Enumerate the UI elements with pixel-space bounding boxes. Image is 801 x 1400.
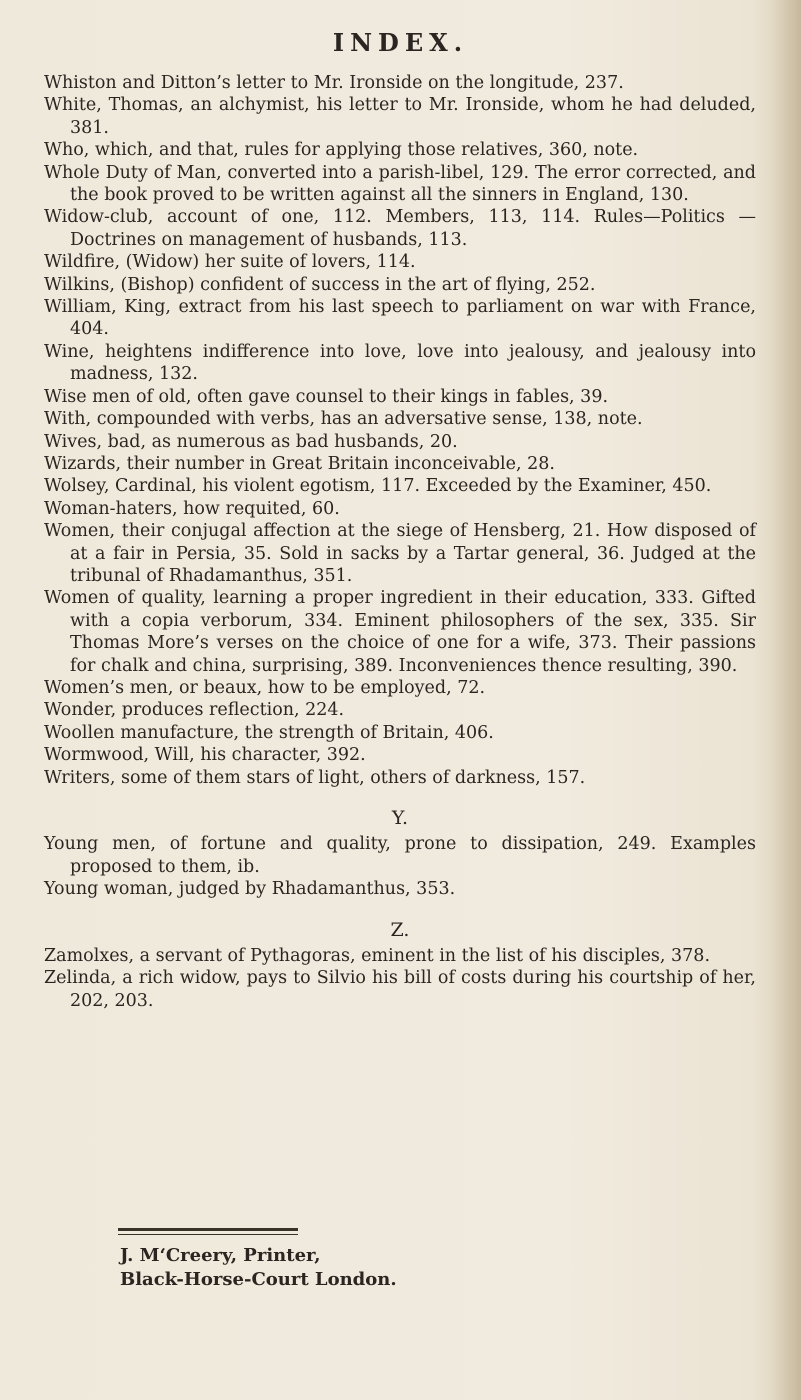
index-entry: Zelinda, a rich widow, pays to Silvio his bill of costs during his courtship of her, 202, 203. [44,968,756,1011]
index-entry: Who, which, and that, rules for applying those relatives, 360, note. [44,140,639,161]
printer-address: Black-Horse-Court London. [120,1269,397,1290]
index-entry: Wonder, produces reflection, 224. [44,700,345,721]
thin-rule [118,1234,298,1235]
index-entry: Women of quality, learning a proper ingredient in their education, 333. Gifted with a copia verborum, 334. Eminent philosophers of the sex, 335. Sir Thomas More’s verses on the choice of one for a wife, 373. Their passions for chalk and china, surprising, 389. Inconveniences thence resulting, 390. [44,588,756,676]
index-entry: Wine, heightens indifference into love, love into jealousy, and jealousy into madness, 132. [44,341,756,385]
section-letter-y: Y. [391,807,409,829]
index-entry: Young woman, judged by Rhadamanthus, 353. [44,879,456,900]
page-header: INDEX. [332,28,469,57]
index-entry: White, Thomas, an alchymist, his letter to Mr. Ironside, whom he had deluded, 381. [44,95,756,138]
page-edge-shadow [771,0,801,1400]
imprint-rule [118,1228,298,1243]
thick-rule [118,1228,298,1231]
section-w [44,72,756,789]
index-entry: Wives, bad, as numerous as bad husbands, 20. [44,431,458,452]
index-entry: With, compounded with verbs, has an adversative sense, 138, note. [44,409,643,430]
index-entry: Wormwood, Will, his character, 392. [44,745,366,766]
index-entry: Wolsey, Cardinal, his violent egotism, 117. Exceeded by the Examiner, 450. [44,476,712,497]
index-entry: Widow-club, account of one, 112. Members, 113, 114. Rules—Politics —Doctrines on management of husbands, 113. [44,207,756,250]
index-entry: Wise men of old, often gave counsel to their kings in fables, 39. [44,386,609,407]
printer-imprint [120,1244,397,1292]
index-entry: Wildfire, (Widow) her suite of lovers, 114. [44,252,416,273]
index-entry: Women, their conjugal affection at the siege of Hensberg, 21. How disposed of at a fair in Persia, 35. Sold in sacks by a Tartar general, 36. Judged at the tribunal of Rhadamanthus, 351. [44,521,756,586]
section-y [44,833,756,900]
section-z [44,945,756,1012]
index-entry: William, King, extract from his last speech to parliament on war with France, 404. [44,297,756,340]
index-entry: Writers, some of them stars of light, others of darkness, 157. [44,767,586,788]
index-content [44,72,756,1012]
index-entry: Whole Duty of Man, converted into a parish-libel, 129. The error corrected, and the book proved to be written against all the sinners in England, 130. [44,162,756,206]
index-entry: Wizards, their number in Great Britain inconceivable, 28. [44,453,555,474]
index-entry: Woollen manufacture, the strength of Britain, 406. [44,722,494,743]
printer-name: J. M‘Creery, Printer, [120,1245,321,1266]
index-entry: Wilkins, (Bishop) confident of success in the art of flying, 252. [44,274,596,295]
index-entry: Woman-haters, how requited, 60. [44,498,340,519]
index-entry: Women’s men, or beaux, how to be employed, 72. [44,677,486,698]
index-entry: Young men, of fortune and quality, prone to dissipation, 249. Examples proposed to them, ib. [44,834,756,877]
index-entry: Whiston and Ditton’s letter to Mr. Ironside on the longitude, 237. [44,73,624,93]
section-letter-z: Z. [390,918,410,941]
index-entry: Zamolxes, a servant of Pythagoras, eminent in the list of his disciples, 378. [44,946,711,967]
